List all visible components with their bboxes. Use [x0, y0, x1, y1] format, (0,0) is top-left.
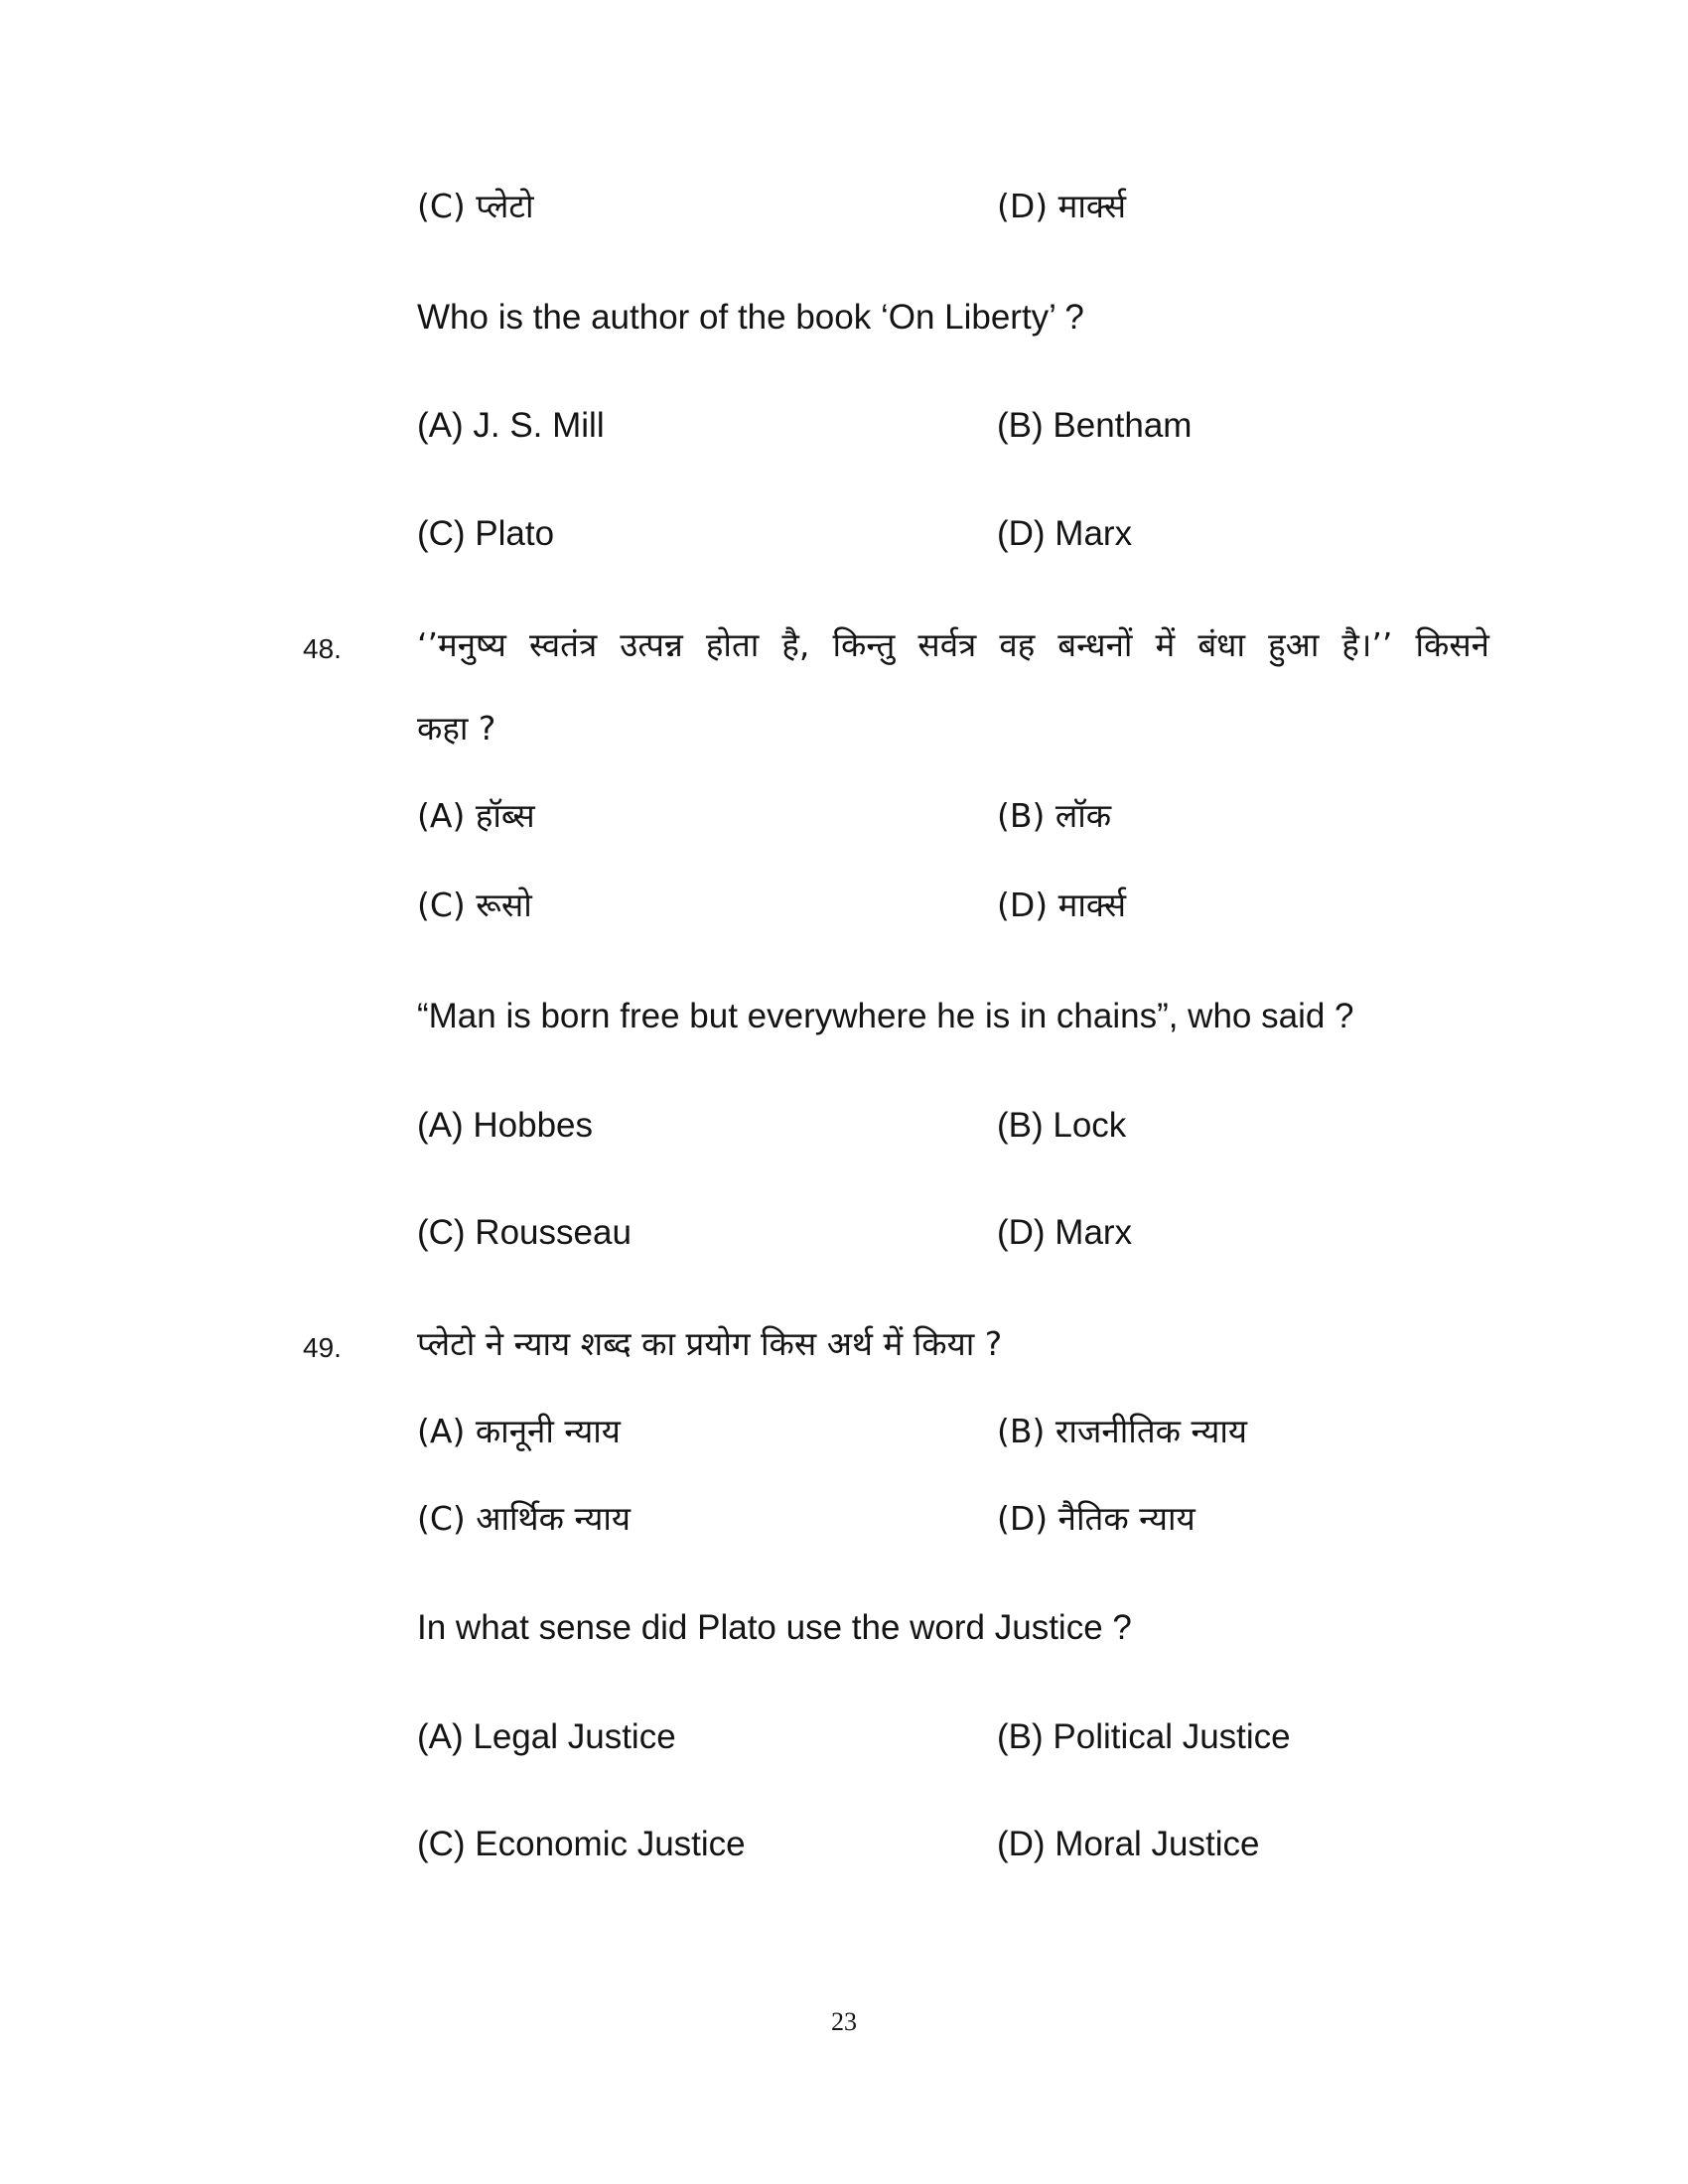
q49-number: 49. — [303, 1332, 342, 1363]
q49-english-question: In what sense did Plato use the word Justice ? — [417, 1608, 1132, 1647]
q47-english-option-a: (A) J. S. Mill — [417, 406, 605, 445]
q49-hindi-option-c: (C) आर्थिक न्याय — [417, 1499, 632, 1538]
q49-english-option-a: (A) Legal Justice — [417, 1717, 676, 1756]
q47-english-option-d: (D) Marx — [997, 514, 1133, 553]
q49-hindi-question: प्लेटो ने न्याय शब्द का प्रयोग किस अर्थ में किया ? — [417, 1324, 1003, 1363]
q47-hindi-option-c: (C) प्लेटो — [417, 187, 534, 225]
q48-english-question: “Man is born free but everywhere he is in chains”, who said ? — [417, 997, 1354, 1035]
q49-hindi-option-b: (B) राजनीतिक न्याय — [997, 1412, 1248, 1450]
q49-english-option-c: (C) Economic Justice — [417, 1825, 746, 1863]
q48-english-option-b: (B) Lock — [997, 1106, 1127, 1145]
q47-english-option-b: (B) Bentham — [997, 406, 1193, 445]
q48-hindi-option-c: (C) रूसो — [417, 886, 532, 924]
q48-number: 48. — [303, 633, 342, 664]
q49-english-option-d: (D) Moral Justice — [997, 1825, 1260, 1863]
q48-hindi-option-d: (D) मार्क्स — [997, 886, 1127, 924]
q47-english-option-c: (C) Plato — [417, 514, 555, 553]
page-number: 23 — [831, 2007, 857, 2036]
q48-english-option-a: (A) Hobbes — [417, 1106, 594, 1145]
q48-hindi-option-b: (B) लॉक — [997, 796, 1112, 835]
q48-hindi-question-line2: कहा ? — [417, 709, 496, 748]
q48-hindi-option-a: (A) हॉब्स — [417, 796, 535, 835]
q49-hindi-option-a: (A) कानूनी न्याय — [417, 1412, 621, 1450]
q48-english-option-d: (D) Marx — [997, 1213, 1133, 1252]
q49-english-option-b: (B) Political Justice — [997, 1717, 1291, 1756]
q48-english-option-c: (C) Rousseau — [417, 1213, 632, 1252]
q47-hindi-option-d: (D) मार्क्स — [997, 187, 1127, 225]
q49-hindi-option-d: (D) नैतिक न्याय — [997, 1499, 1196, 1538]
q47-english-question: Who is the author of the book ‘On Liberty’ ? — [417, 298, 1084, 337]
q48-hindi-question-line1: ‘’मनुष्य स्वतंत्र उत्पन्न होता है, किन्तु सर्वत्र वह बन्धनों में बंधा हुआ है।’’ किसने — [417, 625, 1489, 664]
